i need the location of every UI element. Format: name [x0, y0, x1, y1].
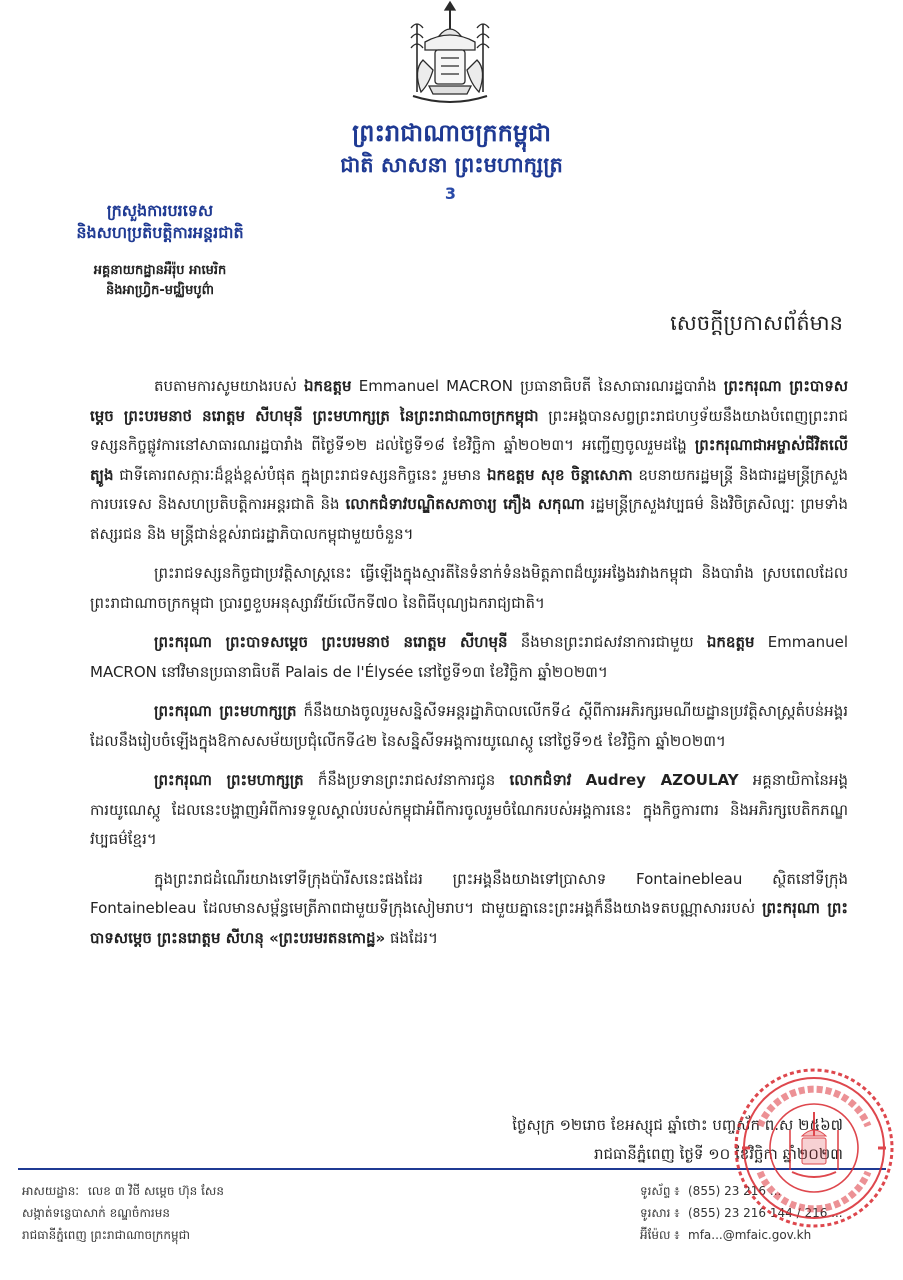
p5-text-b: ក៏នឹងប្រទានព្រះរាជសវនាការជូន	[317, 771, 496, 789]
p3-text-b: នឹងមានព្រះរាជសវនាការជាមួយ	[520, 633, 694, 651]
p1-minister-name: ឯកឧត្តម សុខ ចិន្តាសោភា	[486, 465, 633, 484]
press-release-body	[90, 372, 848, 963]
department-name-line2: និងអាហ្វ្រិក-មជ្ឈិមបូព៌ា	[105, 283, 215, 298]
p4-text-b: ក៏នឹងយាងចូលរួមសន្និសីទអន្តរដ្ឋាភិបាលលើកទី៤ ស្តីពីការអភិរក្សរមណីយដ្ឋានប្រវត្តិសាស្ត្រតំបន់អង្គរ ដែលនឹងរៀបចំឡើងក្នុងឱកាសសម័យប្រជុំលើកទី៤២ នៃសន្និសីទអង្គការយូណេស្កូ នៅថ្ងៃទី១៥ ខែវិច្ឆិកា ឆ្នាំ២០២៣។	[90, 702, 848, 750]
p1-text-c: Emmanuel MACRON ប្រធានាធិបតី នៃសាធារណរដ្ឋបារាំង	[358, 377, 717, 395]
p3-title-excellency: ឯកឧត្តម	[706, 633, 755, 651]
paragraph-1	[90, 372, 848, 549]
address-line3: រាជធានីភ្នំពេញ ព្រះរាជាណាចក្រកម្ពុជា	[22, 1228, 190, 1242]
p5-title-lady: លោកជំទាវ	[509, 771, 572, 789]
kingdom-name: ព្រះរាជាណាចក្រកម្ពុជា	[352, 119, 551, 147]
motto-ornament: 3	[444, 184, 459, 203]
p6-text-c: ផងដែរ។	[389, 928, 438, 947]
fax-label: ទូរសារ ៖	[640, 1206, 680, 1220]
p1-text-g: ជាទីគោរពសក្ការៈដ៏ខ្ពង់ខ្ពស់បំផុត ក្នុងព្រះរាជទស្សនកិច្ចនេះ រួមមាន	[119, 465, 482, 484]
paragraph-6	[90, 865, 848, 954]
p1-title-excellency: ឯកឧត្តម	[303, 377, 352, 395]
p5-unesco-dg-name: Audrey AZOULAY	[585, 771, 739, 789]
p6-late-king-title: ព្រះករុណា ព្រះបាទសម្តេច ព្រះនរោត្តម សីហនុ «ព្រះបរមរតនកោដ្ឋ»	[90, 899, 848, 947]
paragraph-3	[90, 628, 848, 687]
paragraph-4	[90, 697, 848, 756]
footer-address	[22, 1180, 224, 1246]
paragraph-5	[90, 766, 848, 855]
p5-text-e: អគ្គនាយិកានៃអង្គការយូណេស្កូ ដែលនេះបង្ហាញអំពីការទទួលស្គាល់របស់កម្ពុជាអំពីការចូលរួមចំណែករបស់អង្គការនេះ ក្នុងកិច្ចការពារ និងអភិរក្សបេតិកភណ្ឌវប្បធម៌ខ្មែរ។	[90, 771, 848, 848]
document-title: សេចក្តីប្រកាសព័ត៌មាន	[670, 311, 843, 335]
p1-text-i: ឧបនាយករដ្ឋមន្ត្រី និងជារដ្ឋមន្ត្រីក្រសួងការបរទេស និងសហប្រតិបត្តិការអន្តរជាតិ និង	[90, 465, 848, 513]
royal-coat-of-arms-icon	[395, 0, 505, 112]
lunar-date: ថ្ងៃសុក្រ ១២រោច ខែអស្សុជ ឆ្នាំថោះ បញ្ចស័ក ព.ស ២៥៦៧	[512, 1116, 843, 1134]
p5-king-title: ព្រះករុណា ព្រះមហាក្សត្រ	[154, 771, 304, 789]
p1-king-title: ព្រះករុណា ព្រះបាទសម្តេច ព្រះបរមនាថ នរោត្តម សីហមុនី ព្រះមហាក្សត្រ នៃព្រះរាជាណាចក្រកម្ពុជា	[90, 377, 848, 425]
p1-culture-minister-name: លោកជំទាវបណ្ឌិតសភាចារ្យ ភឿង សកុណា	[345, 495, 585, 513]
p1-text-e: ព្រះអង្គបានសព្វព្រះរាជហឫទ័យនឹងយាងបំពេញព្រះរាជទស្សនកិច្ចផ្លូវការនៅសាធារណរដ្ឋបារាំង ពីថ្ងៃទី១២ ដល់ថ្ងៃទី១៨ ខែវិច្ឆិកា ឆ្នាំ២០២៣។ អញ្ជើញចូលរួមដង្ហែ	[90, 406, 848, 454]
ministry-name-line2: និងសហប្រតិបត្តិការអន្តរជាតិ	[76, 223, 244, 242]
paragraph-2: ព្រះរាជទស្សនកិច្ចជាប្រវត្តិសាស្ត្រនេះ ធ្វើឡើងក្នុងស្មារតីនៃទំនាក់ទំនងមិត្តភាពដ៏យូរអង្វែងរវាងកម្ពុជា និងបារាំង ស្របពេលដែលព្រះរាជាណាចក្រកម្ពុជា ប្រារព្ធខួបអនុស្សាវរីយ៍លើកទី៧០ នៃពិធីបុណ្យឯករាជ្យជាតិ។	[90, 564, 848, 612]
national-motto: ជាតិ សាសនា ព្រះមហាក្សត្រ	[340, 153, 563, 177]
p3-text-d: Emmanuel MACRON នៅវិមានប្រធានាធិបតី Palais de l'Élysée នៅថ្ងៃទី១៣ ខែវិច្ឆិកា ឆ្នាំ២០២៣។	[90, 633, 848, 681]
p3-king-title: ព្រះករុណា ព្រះបាទសម្តេច ព្រះបរមនាថ នរោត្តម សីហមុនី	[154, 633, 508, 651]
phone-label: ទូរស័ព្ទ ៖	[640, 1184, 680, 1198]
address-line1: លេខ ៣ វិថី សម្តេច ហ៊ុន សែន	[88, 1184, 224, 1198]
p4-king-title: ព្រះករុណា ព្រះមហាក្សត្រ	[154, 702, 297, 720]
solar-date: រាជធានីភ្នំពេញ ថ្ងៃទី ១០ ខែវិច្ឆិកា ឆ្នាំ២០២៣	[593, 1145, 843, 1163]
phone-value: (855) 23 216 ...	[688, 1184, 782, 1198]
fax-value: (855) 23 216 144 / 216 ...	[688, 1206, 843, 1220]
address-label: អាសយដ្ឋានៈ	[22, 1184, 79, 1198]
address-line2: សង្កាត់ទន្លេបាសាក់ ខណ្ឌចំការមន	[22, 1206, 170, 1220]
email-value: mfa...@mfaic.gov.kh	[688, 1228, 812, 1242]
p1-king-honorific: ព្រះករុណាជាអម្ចាស់ជីវិតលើត្បូង	[90, 436, 848, 484]
email-label: អ៊ីម៉ែល ៖	[640, 1228, 680, 1242]
department-name-line1: អគ្គនាយកដ្ឋានអឺរ៉ុប អាមេរិក	[93, 263, 227, 278]
p1-text-k: រដ្ឋមន្ត្រីក្រសួងវប្បធម៌ និងវិចិត្រសិល្បៈ ព្រមទាំងឥស្សរជន និង មន្ត្រីជាន់ខ្ពស់រាជរដ្ឋាភិបាលកម្ពុជាមួយចំនួន។	[90, 495, 848, 543]
ministry-seal-stamp-icon	[732, 1066, 896, 1230]
ministry-name-line1: ក្រសួងការបរទេស	[106, 201, 214, 220]
p1-text-a: តបតាមការសូមយាងរបស់	[154, 377, 297, 395]
p6-text-a: ក្នុងព្រះរាជដំណើរយាងទៅទីក្រុងប៉ារីសនេះផងដែរ ព្រះអង្គនឹងយាងទៅប្រាសាទ Fontainebleau ស្ថិតនៅទីក្រុង Fontainebleau ដែលមានសម្ព័ន្ធមេត្រីភាពជាមួយទីក្រុងសៀមរាប។ ជាមួយគ្នានេះព្រះអង្គក៏នឹងយាងទតបណ្ណាសាររបស់	[90, 869, 848, 917]
